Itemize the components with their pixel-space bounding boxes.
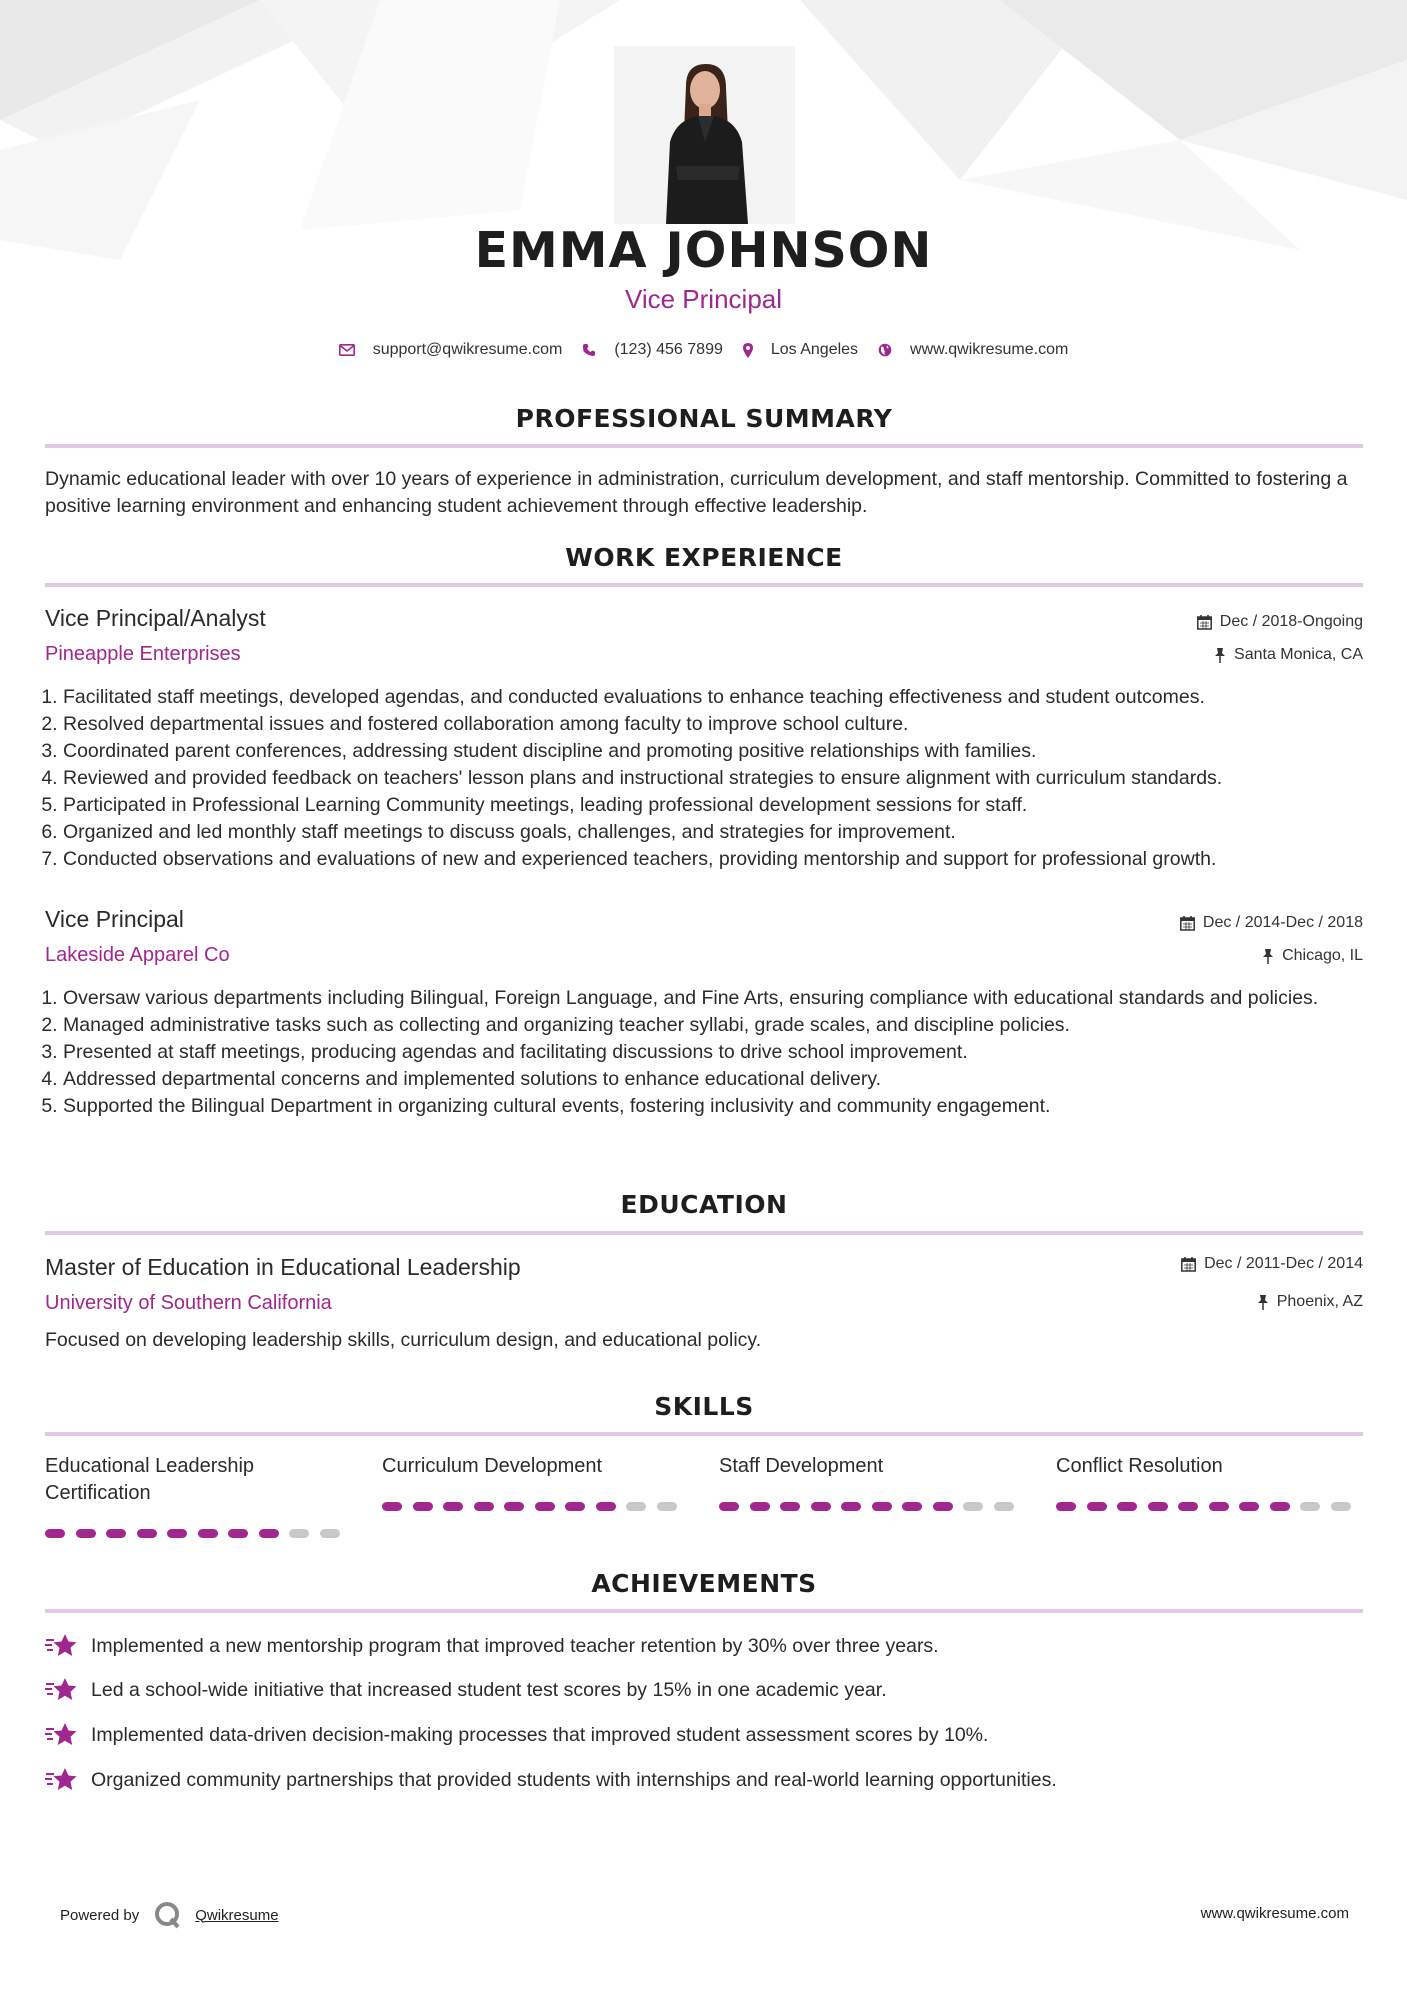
skill-dot [76, 1529, 96, 1538]
calendar-icon [1197, 615, 1212, 630]
job-date [1197, 613, 1363, 631]
list-item: 3. Presented at staff meetings, producing agendas and facilitating discussions to drive school improvement. [63, 1039, 1343, 1066]
list-item: 5. Supported the Bilingual Department in organizing cultural events, fostering inclusivity and community engagement. [63, 1093, 1343, 1120]
skill-dot [259, 1529, 279, 1538]
skill-dot [382, 1502, 402, 1511]
education-location [1257, 1293, 1363, 1311]
profile-photo [614, 46, 795, 224]
skill-dot [841, 1502, 861, 1511]
skill-dot [811, 1502, 831, 1511]
education-date-text: Dec / 2011-Dec / 2014 [1204, 1255, 1363, 1272]
skill-name: Conflict Resolution [1056, 1455, 1223, 1477]
skill-dot [719, 1502, 739, 1511]
achievements-heading: ACHIEVEMENTS [591, 1569, 817, 1598]
job-date [1180, 914, 1363, 932]
skills-heading: SKILLS [654, 1392, 754, 1421]
phone-icon [582, 343, 596, 357]
skill-dot [780, 1502, 800, 1511]
skill-dot [45, 1529, 65, 1538]
skill-dot [443, 1502, 463, 1511]
star-icon [45, 1721, 79, 1749]
job-location-text: Chicago, IL [1282, 947, 1363, 964]
skill-dot [413, 1502, 433, 1511]
skill-dot [657, 1502, 677, 1511]
skill-dot [872, 1502, 892, 1511]
skill-dot [626, 1502, 646, 1511]
star-icon [45, 1632, 79, 1660]
job-location-text: Santa Monica, CA [1234, 646, 1363, 663]
candidate-name: EMMA JOHNSON [474, 222, 933, 279]
skill-item [382, 1453, 682, 1480]
calendar-icon [1180, 916, 1195, 931]
achievement-text: Implemented a new mentorship program that improved teacher retention by 30% over three years. [91, 1634, 939, 1657]
education-heading: EDUCATION [620, 1190, 788, 1219]
skill-dot [1209, 1502, 1229, 1511]
skill-dot [535, 1502, 555, 1511]
list-item: 4. Reviewed and provided feedback on teachers' lesson plans and instructional strategies to ensure alignment with curriculum standards. [63, 765, 1343, 792]
education-location-text: Phoenix, AZ [1276, 1293, 1363, 1310]
job-location [1262, 947, 1363, 965]
contact-website[interactable] [878, 341, 1068, 359]
job-company: Pineapple Enterprises [45, 643, 241, 665]
job-date-text: Dec / 2018-Ongoing [1219, 613, 1363, 630]
skill-dot [1056, 1502, 1076, 1511]
star-icon [45, 1766, 79, 1794]
skill-dot [106, 1529, 126, 1538]
phone-text: (123) 456 7899 [614, 341, 723, 358]
skill-dot [565, 1502, 585, 1511]
pushpin-icon [1262, 949, 1274, 964]
pushpin-icon [1257, 1295, 1269, 1310]
achievement-text: Implemented data-driven decision-making processes that improved student assessment scores by 10%. [91, 1723, 989, 1746]
skill-dot [1087, 1502, 1107, 1511]
skill-name: Curriculum Development [382, 1455, 603, 1477]
education-date [1181, 1255, 1363, 1273]
skill-name: Educational Leadership Certification [45, 1455, 255, 1504]
skill-rating [719, 1502, 1024, 1511]
skill-dot [1178, 1502, 1198, 1511]
qwikresume-logo-icon [153, 1900, 183, 1930]
job-location [1214, 646, 1363, 664]
list-item: 4. Addressed departmental concerns and implemented solutions to enhance educational delivery. [63, 1066, 1343, 1093]
achievement-text: Organized community partnerships that provided students with internships and real-world learning opportunities. [91, 1768, 1057, 1791]
education-description: Focused on developing leadership skills, curriculum design, and educational policy. [45, 1329, 762, 1351]
skill-dot [228, 1529, 248, 1538]
experience-heading: WORK EXPERIENCE [565, 543, 843, 572]
skill-dot [994, 1502, 1014, 1511]
summary-text: Dynamic educational leader with over 10 years of experience in administration, curriculum development, and staff mentorship. Committed to fostering a positive learning environment and enhancing student achievement through effective leadership. [45, 468, 1348, 517]
skill-item [1056, 1453, 1356, 1480]
skill-dot [198, 1529, 218, 1538]
skill-dot [902, 1502, 922, 1511]
skill-dot [137, 1529, 157, 1538]
footer-website[interactable]: www.qwikresume.com [1200, 1905, 1349, 1922]
achievement-item [45, 1763, 1363, 1797]
list-item: 3. Coordinated parent conferences, addressing student discipline and promoting positive relationships with families. [63, 738, 1343, 765]
candidate-title: Vice Principal [624, 284, 783, 314]
list-item: 1. Facilitated staff meetings, developed agendas, and conducted evaluations to enhance teaching effectiveness and student outcomes. [63, 684, 1343, 711]
skill-dot [1148, 1502, 1168, 1511]
skill-dot [933, 1502, 953, 1511]
skill-dot [167, 1529, 187, 1538]
list-item: 6. Organized and led monthly staff meetings to discuss goals, challenges, and strategies for improvement. [63, 819, 1343, 846]
achievement-item [45, 1673, 1363, 1707]
achievement-text: Led a school-wide initiative that increased student test scores by 15% in one academic year. [91, 1678, 887, 1701]
experience-divider [45, 583, 1363, 587]
skill-name: Staff Development [719, 1455, 884, 1477]
globe-icon [878, 343, 892, 357]
achievements-divider [45, 1609, 1363, 1613]
job-role: Vice Principal/Analyst [45, 605, 266, 631]
contact-location [743, 341, 858, 359]
skill-dot [750, 1502, 770, 1511]
map-pin-icon [743, 343, 753, 358]
summary-divider [45, 444, 1363, 448]
skill-dot [504, 1502, 524, 1511]
list-item: 7. Conducted observations and evaluations of new and experienced teachers, providing mentorship and support for professional growth. [63, 846, 1343, 873]
qwikresume-link[interactable]: Qwikresume [195, 1906, 279, 1924]
education-school: University of Southern California [45, 1292, 332, 1314]
skill-dot [1117, 1502, 1137, 1511]
achievement-item [45, 1718, 1363, 1752]
powered-by-label: Powered by [60, 1906, 140, 1924]
skills-divider [45, 1432, 1363, 1436]
skill-rating [382, 1502, 687, 1511]
skill-dot [289, 1529, 309, 1538]
skill-item [719, 1453, 1019, 1480]
list-item: 2. Resolved departmental issues and fostered collaboration among faculty to improve school culture. [63, 711, 1343, 738]
job-responsibilities [45, 985, 1343, 1120]
skill-dot [320, 1529, 340, 1538]
calendar-icon [1181, 1257, 1196, 1272]
contact-bar [0, 338, 1407, 362]
job-role: Vice Principal [45, 906, 184, 932]
skill-dot [1239, 1502, 1259, 1511]
job-responsibilities [45, 684, 1343, 873]
email-text: support@qwikresume.com [372, 341, 563, 358]
list-item: 2. Managed administrative tasks such as collecting and organizing teacher syllabi, grade scales, and discipline policies. [63, 1012, 1343, 1039]
skill-rating [45, 1529, 350, 1538]
job-date-text: Dec / 2014-Dec / 2018 [1202, 914, 1363, 931]
website-text: www.qwikresume.com [910, 341, 1069, 358]
skill-dot [1300, 1502, 1320, 1511]
skill-item [45, 1453, 345, 1507]
location-text: Los Angeles [770, 341, 859, 358]
pushpin-icon [1214, 648, 1226, 663]
skill-dot [1331, 1502, 1351, 1511]
contact-email[interactable] [339, 341, 563, 359]
job-company: Lakeside Apparel Co [45, 944, 230, 966]
education-divider [45, 1231, 1363, 1235]
skill-dot [1270, 1502, 1290, 1511]
skill-dot [596, 1502, 616, 1511]
star-icon [45, 1676, 79, 1704]
contact-phone[interactable] [582, 341, 723, 359]
skill-dot [963, 1502, 983, 1511]
list-item: 5. Participated in Professional Learning Community meetings, leading professional development sessions for staff. [63, 792, 1343, 819]
summary-heading: PROFESSIONAL SUMMARY [515, 404, 893, 433]
envelope-icon [339, 344, 355, 356]
skill-dot [474, 1502, 494, 1511]
education-degree: Master of Education in Educational Leadership [45, 1254, 521, 1280]
skill-rating [1056, 1502, 1361, 1511]
footer-branding [60, 1900, 279, 1930]
achievement-item [45, 1629, 1363, 1663]
list-item: 1. Oversaw various departments including Bilingual, Foreign Language, and Fine Arts, ensuring compliance with educational standards and policies. [63, 985, 1343, 1012]
